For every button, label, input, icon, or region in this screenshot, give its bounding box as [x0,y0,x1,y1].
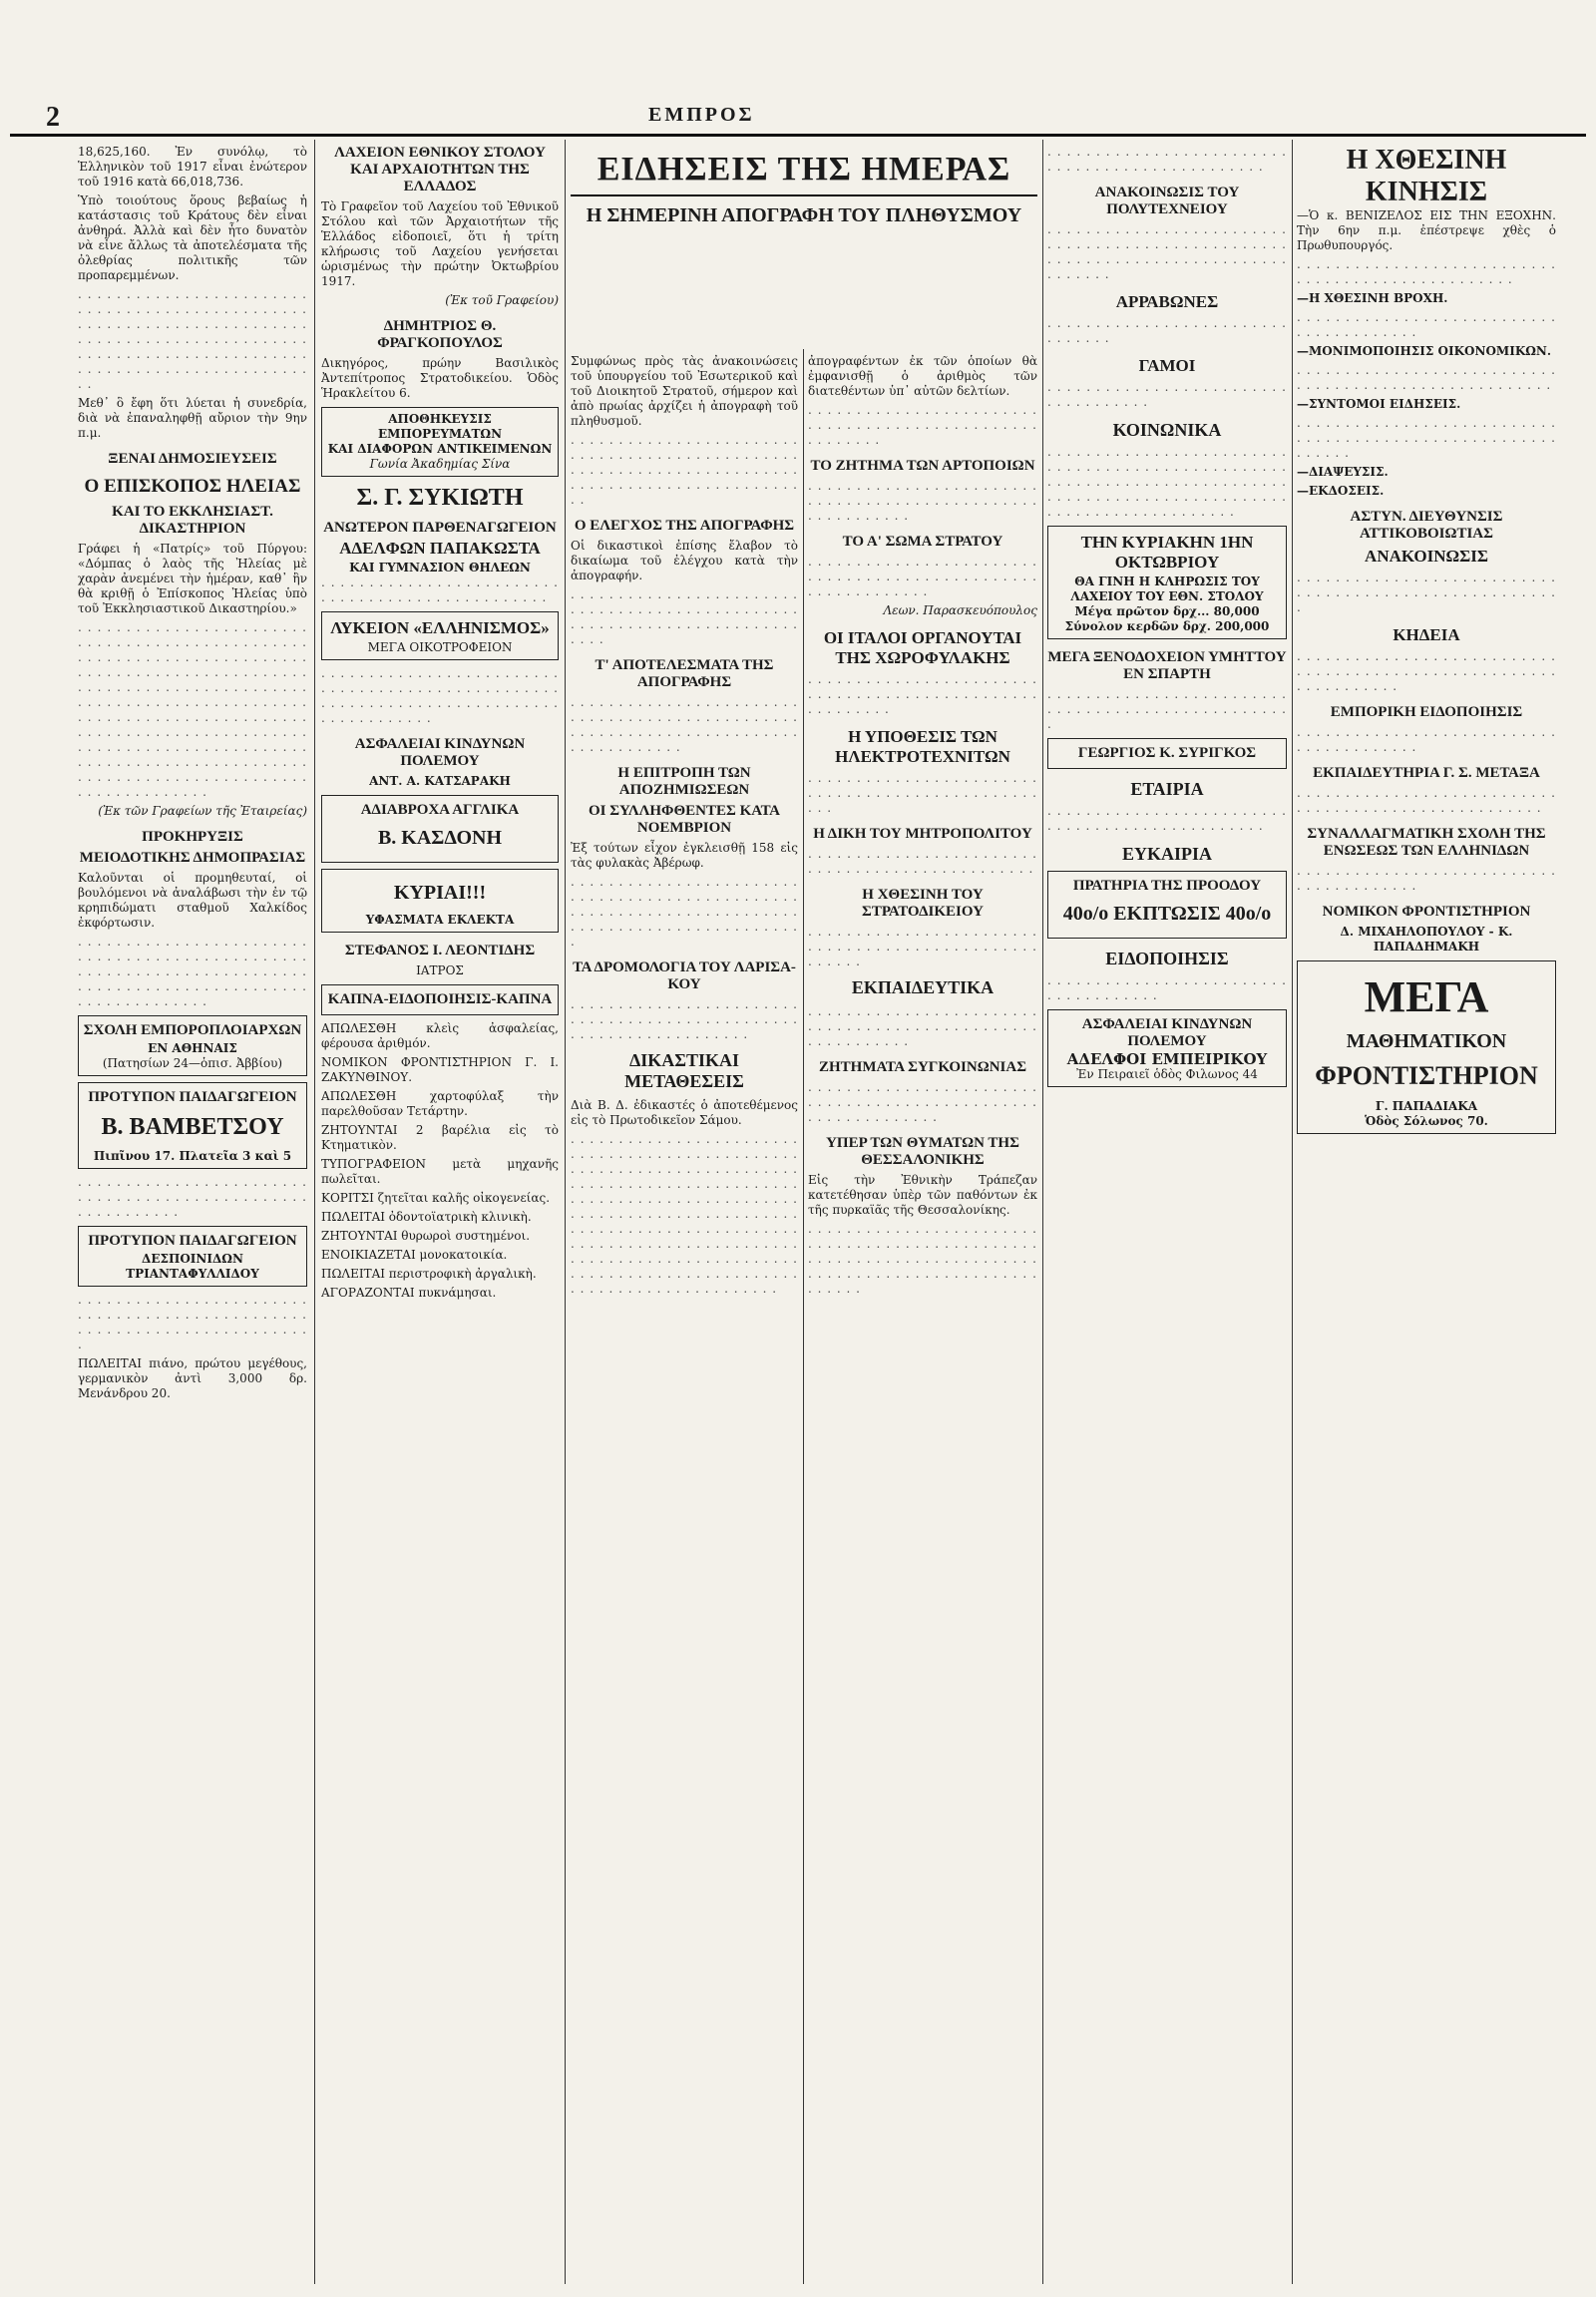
lead-headline: Η ΣΗΜΕΡΙΝΗ ΑΠΟΓΡΑΦΗ ΤΟΥ ΠΛΗΘΥΣΜΟΥ [586,204,1022,226]
ad-subtitle: ΜΑΘΗΜΑΤΙΚΟΝ [1346,1030,1507,1052]
classified-ad: ΑΠΩΛΕΣΘΗ χαρτοφύλαξ τὴν παρελθοῦσαν Τετάρτην. [321,1089,559,1118]
ad-subtitle: ΘΑ ΓΙΝΗ Η ΚΛΗΡΩΣΙΣ ΤΟΥ ΛΑΧΕΙΟΥ ΤΟΥ ΕΘΝ. ΣΤΟΛΟΥ [1070,574,1264,603]
article-subheadline: ΟΙ ΣΥΛΛΗΦΘΕΝΤΕΣ ΚΑΤΑ ΝΟΕΜΒΡΙΟΝ [589,803,780,836]
article-headline: Η ΥΠΟΘΕΣΙΣ ΤΩΝ ΗΛΕΚΤΡΟΤΕΧΝΙΤΩΝ [835,727,1010,766]
lottery-ad [1047,526,1287,639]
article-headline: ΕΚΠΑΙΔΕΥΤΙΚΑ [851,977,995,997]
discount-line: 40ο/ο ΕΚΠΤΩΣΙΣ 40ο/ο [1062,903,1272,925]
masthead: ΕΜΠΡΟΣ [648,104,755,126]
column-rule [1042,140,1043,2284]
ad-title: ΚΥΡΙΑΙ!!! [393,882,487,904]
column-5 [1297,145,1556,2289]
ad-box [1047,871,1287,939]
article-headline: ΕΚΠΑΙΔΕΥΤΗΡΙΑ Γ. Σ. ΜΕΤΑΞΑ [1313,765,1540,781]
filler-text: . . . . . . . . . . . . . . . . . . . . . . . . . . . . . . . . . . . . . . . . . . . . . . . . [1047,804,1287,833]
section-heading: ΕΙΔΟΠΟΙΗΣΙΣ [1105,949,1229,968]
article-headline: ΤΟ Α' ΣΩΜΑ ΣΤΡΑΤΟΥ [842,534,1003,550]
column-rule [314,140,315,2284]
filler-text: . . . . . . . . . . . . . . . . . . . . . . . . . . . . . . . . . . . . . . . . . . . . . . . . . . . . . . . . . . . . . . . . . . . . . . . . . . . . . . . . . . . . . . . [321,666,559,725]
ad-box [1047,1009,1287,1087]
ad-title: ΑΠΟΘΗΚΕΥΣΙΣ ΕΜΠΟΡΕΥΜΑΤΩΝ [377,412,503,441]
ad-title: ΜΕΓΑ [1364,972,1489,1021]
ad-name: ΦΡΟΝΤΙΣΤΗΡΙΟΝ [1315,1061,1538,1090]
news-banner-area [571,145,1037,344]
section-heading: ΕΤΑΙΡΙΑ [1130,779,1204,799]
column-1 [78,145,307,2289]
section-subheading: ΜΕΙΟΔΟΤΙΚΗΣ ΔΗΜΟΠΡΑΣΙΑΣ [79,850,306,866]
section-heading: ΑΡΡΑΒΩΝΕΣ [1115,292,1219,311]
ad-title: ΠΡΟΤΥΠΟΝ ΠΑΙΔΑΓΩΓΕΙΟΝ [88,1233,297,1249]
classified-ad: ΕΝΟΙΚΙΑΖΕΤΑΙ μονοκατοικία. [321,1248,508,1262]
ad-address: Ὁδὸς Σόλωνος 70. [1365,1114,1488,1128]
article-headline: ΑΣΤΥΝ. ΔΙΕΥΘΥΝΣΙΣ ΑΤΤΙΚΟΒΟΙΩΤΙΑΣ [1350,509,1503,542]
filler-text: . . . . . . . . . . . . . . . . . . . . . . . . . . . . . . . . [1047,316,1287,345]
article-body: Γράφει ἡ «Πατρίς» τοῦ Πύργου: «Δόμπας ὁ λαὸς τῆς Ἠλείας μὲ χαρὰν ἀνεμένει τὴν ἡμέραν, καθ᾽ ἣν θὰ κριθῇ ὁ Ἐπίσκοπος Ἠλείας ὑπὸ τοῦ Ἐκκλησιαστικοῦ Δικαστηρίου.» [78,542,307,615]
news-item: —Ὁ κ. ΒΕΝΙΖΕΛΟΣ ΕΙΣ ΤΗΝ ΕΞΟΧΗΝ. Τὴν 6ην π.μ. ἐπέστρεψε χθὲς ὁ Πρωθυπουργός. [1297,208,1556,252]
filler-text: . . . . . . . . . . . . . . . . . . . . . . . . . . . . . . . . . . . . . . . . . . . . . . . . . . . . . [1297,786,1556,815]
attribution: (Ἐκ τῶν Γραφείων τῆς Ἐταιρείας) [98,804,307,818]
filler-text: . . . . . . . . . . . . . . . . . . . . . . . . . . . . . . . . . . . . . . . . . . . . . . . . . . . . . . . . . . . [808,1004,1037,1048]
ad-subtitle: ΙΑΤΡΟΣ [416,963,464,977]
section-banner: ΕΙΔΗΣΕΙΣ ΤΗΣ ΗΜΕΡΑΣ [571,145,1037,196]
ad-box [78,1082,307,1169]
ad-subtitle: ΑΝΩΤΕΡΟΝ ΠΑΡΘΕΝΑΓΩΓΕΙΟΝ [323,520,557,536]
ad-subtitle: Δ. ΜΙΧΑΗΛΟΠΟΥΛΟΥ - Κ. ΠΑΠΑΔΗΜΑΚΗ [1340,925,1513,954]
filler-text: . . . . . . . . . . . . . . . . . . . . . . . . . . . . . . . . . . . . . . . . . . . . . . . . . . . . . . . . . . . . . . [808,1080,1037,1124]
ad-signature: (Ἐκ τοῦ Γραφείου) [445,293,559,307]
lead-paragraph: 18,625,160. Ἐν συνόλῳ, τὸ Ἑλληνικὸν τοῦ 1917 εἶναι ἐνώτερον τοῦ 1916 κατὰ 66,018,736. [78,145,307,189]
prize-line: Σύνολον κερδῶν δρχ. 200,000 [1064,619,1270,633]
article-subheadline: ΑΝΑΚΟΙΝΩΣΙΣ [1365,547,1488,566]
article-headline: ΑΝΑΚΟΙΝΩΣΙΣ ΤΟΥ ΠΟΛΥΤΕΧΝΕΙΟΥ [1094,185,1240,217]
classified-ad: ΖΗΤΟΥΝΤΑΙ 2 βαρέλια εἰς τὸ Κτηματικὸν. [321,1123,559,1152]
column-4 [1047,145,1287,2289]
classified-ad: ΖΗΤΟΥΝΤΑΙ θυρωροὶ συστημένοι. [321,1229,531,1243]
section-heading: ΓΑΜΟΙ [1138,356,1196,375]
ad-address: Γωνία Ἀκαδημίας Σίνα [369,457,511,471]
column-3b [808,354,1037,2289]
ad-title: ΑΣΦΑΛΕΙΑΙ ΚΙΝΔΥΝΩΝ ΠΟΛΕΜΟΥ [354,736,526,769]
article-body: Ἐξ τούτων εἶχον ἐγκλεισθῇ 158 εἰς τὰς φυλακὰς Ἀβέρωφ. [571,841,798,870]
filler-text: . . . . . . . . . . . . . . . . . . . . . . . . . . . . . . . . . . . . . . . . . . . . . . . . . . . . . . . . . . . . . . . . . . . . . . . . . . . . . . . . . . . . . . . . . . . . . . . . . . . . . . . . . . . . . . [78,935,307,1008]
filler-text: . . . . . . . . . . . . . . . . . . . . . . . . . . . . . . . . . . . . . . . . . . . . . . . . . . . [1047,687,1287,731]
filler-text: . . . . . . . . . . . . . . . . . . . . . . . . . . . . . . . . . . . . . . . . . . . . . . . . . . . . . . . . . . . . . . . . . . . . . . . . . . . . . . . . . . . . . . . . . . . . . . . . . [571,875,798,949]
ad-title: ΠΡΑΤΗΡΙΑ ΤΗΣ ΠΡΟΟΔΟΥ [1072,878,1262,894]
paragraph: Ὑπὸ τοιούτους ὅρους βεβαίως ἡ κατάστασις τοῦ Κράτους δὲν εἶναι ἀνθηρά. Ἀλλὰ καὶ δὲν ἦτο δυνατὸν νὰ εἶνε ἄλλως τὰ ἀποτελέσματα τῆς ὀλεθρίας πολιτικῆς τῶν προπαρεμμένων. [78,193,307,282]
filler-text: . . . . . . . . . . . . . . . . . . . . . . . . . . . . . . . . . . . . . . . . . . . . . . . . . . . . . . . . . . . . . . . . . . . . . . . . . . . . . . . . . . [1047,222,1287,281]
section-heading: ΞΕΝΑΙ ΔΗΜΟΣΙΕΥΣΕΙΣ [108,451,277,467]
classified-ad: ΑΠΩΛΕΣΘΗ κλεὶς ἀσφαλείας, φέρουσα ἀριθμόν. [321,1021,559,1050]
column-rule [565,140,566,2284]
ad-subtitle: ΚΑΙ ΓΥΜΝΑΣΙΟΝ ΘΗΛΕΩΝ [349,561,531,574]
ad-title: ΑΣΦΑΛΕΙΑΙ ΚΙΝΔΥΝΩΝ ΠΟΛΕΜΟΥ [1081,1016,1253,1049]
article-headline: ΤΟ ΖΗΤΗΜΑ ΤΩΝ ΑΡΤΟΠΟΙΩΝ [810,458,1035,474]
article-body: ἀπογραφέντων ἐκ τῶν ὁποίων θὰ ἐμφανισθῇ ὁ ἀριθμὸς τῶν διατεθέντων ὑπ᾽ αὐτῶν δελτίων. [808,354,1037,398]
news-item: —Η ΧΘΕΣΙΝΗ ΒΡΟΧΗ. [1297,291,1448,305]
classified-ad: ΠΩΛΕΙΤΑΙ περιστροφικὴ ἀργαλικὴ. [321,1267,537,1281]
article-headline: Η ΧΘΕΣΙΝΗ ΤΟΥ ΣΤΡΑΤΟΔΙΚΕΙΟΥ [862,887,984,920]
ad-subtitle: ΑΔΕΛΦΩΝ ΠΑΠΑΚΩΣΤΑ [339,539,541,558]
ad-box [1047,738,1287,769]
filler-text: . . . . . . . . . . . . . . . . . . . . . . . . . . . . . . . . . . . . . . . . . . . . . . . . . . . . . . . . . . . [808,479,1037,523]
prize-line: Μέγα πρῶτον δρχ... 80,000 [1074,604,1260,618]
ad-subtitle: ΜΕΓΑ ΟΙΚΟΤΡΟΦΕΙΟΝ [367,640,513,654]
filler-text: . . . . . . . . . . . . . . . . . . . . . . . . . . . . . . . . . . . . . . . . . . . . . . . . . . . . . . . . [808,403,1037,447]
filler-text: . . . . . . . . . . . . . . . . . . . . . . . . . . . . . . . . . . . . . [1047,973,1287,1002]
column-3a [571,354,798,2289]
article-headline: ΕΜΠΟΡΙΚΗ ΕΙΔΟΠΟΙΗΣΙΣ [1330,704,1523,720]
filler-text: . . . . . . . . . . . . . . . . . . . . . . . . . . . . . . . . . . . . . . . . . . . . . . . . . . . . . . . . . . . . . . . . . . . . . . . . . . . . . . . . . . . . . . . . . . . . . . . . . . . . . . . . . . . . . . . . . . . . . . . . [1047,445,1287,519]
article-headline: ΜΕΓΑ ΞΕΝΟΔΟΧΕΙΟΝ ΥΜΗΤΤΟΥ ΕΝ ΣΠΑΡΤΗ [1047,649,1287,682]
filler-text: . . . . . . . . . . . . . . . . . . . . . . . . . . . . . . . . . . . . . . . . . . . . . . . . . . . . . . . . . . . [78,1175,307,1219]
ad-name: ΑΔΕΛΦΟΙ ΕΜΠΕΙΡΙΚΟΥ [1066,1050,1268,1068]
filler-text: . . . . . . . . . . . . . . . . . . . . . . . . . . . . . . . . . . . . . . . . . . . . . . . . . . . . . . . . . . . . . . . . . . . . . . . . . . . . . . . . . . . . . . . . . . . . . . . . . . . . . . . . . . . . . . . . . . . . . . . . . . . . . . . . . . . . . . . . . . . . . . . . . . [78,287,307,391]
article-subheadline: ΚΑΙ ΤΟ ΕΚΚΛΗΣΙΑΣΤ. ΔΙΚΑΣΤΗΡΙΟΝ [112,504,273,537]
ad-subtitle: ΕΝ ΑΘΗΝΑΙΣ [148,1041,237,1055]
classified-ad: ΠΩΛΕΙΤΑΙ πιάνο, πρώτου μεγέθους, γερμανικὸν ἀντὶ 3,000 δρ. Μενάνδρου 20. [78,1356,307,1400]
ad-title: ΣΤΕΦΑΝΟΣ Ι. ΛΕΟΝΤΙΔΗΣ [344,943,536,958]
ad-name: ΑΝΤ. Α. ΚΑΤΣΑΡΑΚΗ [369,774,511,788]
filler-text: . . . . . . . . . . . . . . . . . . . . . . . . . . . . . . . . . . . . . . . . . . . . . . . . [808,847,1037,876]
classified-ad: ΤΥΠΟΓΡΑΦΕΙΟΝ μετὰ μηχανῆς πωλεῖται. [321,1157,559,1186]
column-rule [1292,140,1293,2284]
ad-title: ΛΥΚΕΙΟΝ «ΕΛΛΗΝΙΣΜΟΣ» [330,618,550,637]
section-heading: ΠΡΟΚΗΡΥΞΙΣ [142,829,243,845]
ad-title: ΤΗΝ ΚΥΡΙΑΚΗΝ 1ΗΝ ΟΚΤΩΒΡΙΟΥ [1080,533,1254,572]
filler-text: . . . . . . . . . . . . . . . . . . . . . . . . . . . . . . . . . . . . . . . . . . . . . . . . . . . . . . . . . . . . [1297,416,1556,460]
article-body: Καλοῦνται οἱ προμηθευταί, οἱ βουλόμενοι νὰ ἀναλάβωσι τὴν ἐν τῷ κρηπιδώματι σταθμοῦ Χαλκίδος ἐκφόρτωσιν. [78,871,307,930]
column-rule [803,349,804,2284]
ad-title: ΑΔΙΑΒΡΟΧΑ ΑΓΓΛΙΚΑ [360,802,520,818]
article-body: Οἱ δικαστικοὶ ἐπίσης ἔλαβον τὸ δικαίωμα τοῦ ἐλέγχου κατὰ τὴν ἀπογραφήν. [571,539,798,582]
article-headline: Ο ΕΠΙΣΚΟΠΟΣ ΗΛΕΙΑΣ [84,476,301,497]
filler-text: . . . . . . . . . . . . . . . . . . . . . . . . . . . . . . . . . . . . . . . . . . . . . . . . . . . . . . . . . . . . . . . . . . . . . . . . . [78,1293,307,1351]
page-number: 2 [46,102,60,133]
section-heading: ΚΟΙΝΩΝΙΚΑ [1112,420,1222,440]
article-body: Συμφώνως πρὸς τὰς ἀνακοινώσεις τοῦ ὑπουργείου τοῦ Ἐσωτερικοῦ καὶ τοῦ Διοικητοῦ Στρατοῦ, σήμερον καὶ ἀπὸ πρωίας ἀρχίζει ἡ ἀπογραφὴ τοῦ πληθυσμοῦ. [571,354,798,428]
page-header [10,102,1586,137]
ad-box [321,795,559,863]
paragraph: Μεθ᾽ ὃ ἔφη ὅτι λύεται ἡ συνεδρία, διὰ νὰ ἐπαναληφθῇ αὔριον τὴν 9ην π.μ. [78,396,307,440]
filler-text: . . . . . . . . . . . . . . . . . . . . . . . . . . . . . . . . . . . . . . . . . . . . . . . . . . . . . . . . . . . . . . . . . . . . . . . . . . . . . . . . . . . . . . . . . . . . . . . . . . . . . . . . . . . . . . . . . . . . . . . . . . . . . . . . . . . . . . . . . . . . . . . . . . . . . . . . . . . . . . . . . . . . . . . . . . . . . . . . . . . . . . . . . . . . . . . . . . . . . . . . . . . . . . . . . . . . . . . . . . . . . . . . . . . . . . . . . . . . . . . . . . . . . . . . . . . . . . . . . . . . . . . . . . . . . . . . . . . . . . [78,620,307,799]
filler-text: . . . . . . . . . . . . . . . . . . . . . . . . . . . . . . . . . . . . [1047,380,1287,409]
ad-subtitle: ΥΦΑΣΜΑΤΑ ΕΚΛΕΚΤΑ [365,913,515,927]
ad-subtitle: ΚΑΙ ΔΙΑΦΟΡΩΝ ΑΝΤΙΚΕΙΜΕΝΩΝ [327,442,553,456]
news-item: —ΣΥΝΤΟΜΟΙ ΕΙΔΗΣΕΙΣ. [1297,397,1461,411]
filler-text: . . . . . . . . . . . . . . . . . . . . . . . . . . . . . . . . . . . . . . . . . . . . . . . . . . . . . . . . . . . . . [808,555,1037,598]
ad-title: ΓΕΩΡΓΙΟΣ Κ. ΣΥΡΙΓΚΟΣ [1077,745,1257,761]
filler-text: . . . . . . . . . . . . . . . . . . . . . . . . . . . . . . . . . . . . . . . . . . . . . . . . . . . . . . [1297,363,1556,392]
filler-text: . . . . . . . . . . . . . . . . . . . . . . . . . . . . . . . . . . . . . . . . . . . . . . . . . . . . . . . . . . . . . . . . . [1297,649,1556,693]
ad-title: ΣΧΟΛΗ ΕΜΠΟΡΟΠΛΟΙΑΡΧΩΝ [83,1022,302,1038]
article-body: Διὰ Β. Δ. ἐδικαστές ὁ ἀποτεθέμενος εἰς τὸ Πρωτοδικεῖον Σάμου. [571,1098,798,1127]
ad-box [321,984,559,1015]
ad-title: ΠΡΟΤΥΠΟΝ ΠΑΙΔΑΓΩΓΕΙΟΝ [88,1089,297,1105]
article-headline: Τ' ΑΠΟΤΕΛΕΣΜΑΤΑ ΤΗΣ ΑΠΟΓΡΑΦΗΣ [595,657,774,690]
filler-text: . . . . . . . . . . . . . . . . . . . . . . . . . . . . . . . . . . . . . . . . . . . . . . . . . . . . . . . . . . . . . . . . . . . [571,997,798,1041]
article-headline: ΝΟΜΙΚΟΝ ΦΡΟΝΤΙΣΤΗΡΙΟΝ [1322,904,1531,920]
ad-name: Σ. Γ. ΣΥΚΙΩΤΗ [356,485,524,511]
ad-subtitle: ΔΕΣΠΟΙΝΙΔΩΝ ΤΡΙΑΝΤΑΦΥΛΛΙΔΟΥ [126,1252,259,1281]
classified-ad: ΠΩΛΕΙΤΑΙ ὀδοντοϊατρικὴ κλινικὴ. [321,1210,532,1224]
classified-ad: ΑΓΟΡΑΖΟΝΤΑΙ πυκνάμησαι. [321,1286,497,1300]
ad-box [78,1226,307,1287]
filler-text: . . . . . . . . . . . . . . . . . . . . . . . . . . . . . . . . . . . . . . . . . . . . . . . . . . . . . . . . . . . . . . . . . . . . . . . . . . . . [571,587,798,646]
classified-ad: ΚΟΡΙΤΣΙ ζητεῖται καλῆς οἰκογενείας. [321,1191,551,1205]
filler-text: . . . . . . . . . . . . . . . . . . . . . . . . . . . . . . . . . . . . . . . . . . . . . . . . [1047,145,1287,174]
ad-box [321,869,559,933]
article-headline: Ο ΕΛΕΓΧΟΣ ΤΗΣ ΑΠΟΓΡΑΦΗΣ [574,518,795,534]
filler-text: . . . . . . . . . . . . . . . . . . . . . . . . . . . . . . . . . . . . . . . . [1297,310,1556,339]
ad-address: Πιπῖνου 17. Πλατεῖα 3 καὶ 5 [93,1149,292,1163]
ad-name: Β. ΒΑΜΒΕΤΣΟΥ [101,1114,284,1140]
filler-text: . . . . . . . . . . . . . . . . . . . . . . . . . . . . . . . . . . . . . . . . . . . . . . . . . . . . . . . . . . . . . . . . . . . . . . . . . . . . . . . . . . . . . . . . . . . . . . . . . . . . . . [808,1222,1037,1296]
filler-text: . . . . . . . . . . . . . . . . . . . . . . . . . . . . . . . . . . . . . . . . . . . . . . . . . . [1297,257,1556,286]
article-headline: Η ΕΠΙΤΡΟΠΗ ΤΩΝ ΑΠΟΖΗΜΙΩΣΕΩΝ [617,765,751,798]
ad-box [321,611,559,660]
filler-text: . . . . . . . . . . . . . . . . . . . . . . . . . . . . . . . . . . . . . . . . . . . . . . . . . . . . . . . . . . . . . . . . . . . . . . . . . . . . . . . . . . . . [571,695,798,754]
ad-title: ΔΗΜΗΤΡΙΟΣ Θ. ΦΡΑΓΚΟΠΟΥΛΟΣ [377,318,503,351]
article-headline: ΟΙ ΙΤΑΛΟΙ ΟΡΓΑΝΟΥΤΑΙ ΤΗΣ ΧΩΡΟΦΥΛΑΚΗΣ [823,628,1022,667]
ad-subtitle: Γ. ΠΑΠΑΔΙΑΚΑ [1375,1099,1478,1113]
news-item: —ΜΟΝΙΜΟΠΟΙΗΣΙΣ ΟΙΚΟΝΟΜΙΚΩΝ. [1297,344,1552,358]
ad-box [1297,960,1556,1134]
article-headline: ΖΗΤΗΜΑΤΑ ΣΥΓΚΟΙΝΩΝΙΑΣ [818,1059,1027,1075]
section-banner: Η ΧΘΕΣΙΝΗ ΚΙΝΗΣΙΣ [1346,145,1507,207]
news-item: —ΔΙΑΨΕΥΣΙΣ. [1297,465,1389,479]
ad-name: Β. ΚΑΣΔΟΝΗ [377,827,503,849]
ad-box [321,407,559,477]
classified-ad: ΝΟΜΙΚΟΝ ΦΡΟΝΤΙΣΤΗΡΙΟΝ Γ. Ι. ΖΑΚΥΝΘΙΝΟΥ. [321,1055,559,1084]
ad-title: ΛΑΧΕΙΟΝ ΕΘΝΙΚΟΥ ΣΤΟΛΟΥ ΚΑΙ ΑΡΧΑΙΟΤΗΤΩΝ ΤΗΣ ΕΛΛΑΔΟΣ [334,145,546,194]
filler-text: . . . . . . . . . . . . . . . . . . . . . . . . . . . . . . . . . . . . . . . . [1297,864,1556,893]
article-headline: ΔΙΚΑΣΤΙΚΑΙ ΜΕΤΑΘΕΣΕΙΣ [624,1050,744,1091]
filler-text: . . . . . . . . . . . . . . . . . . . . . . . . . . . . . . . . . . . . . . . . . . . . . . . . . . . . . . . . . . . . . . . . . . . . . . . . . . . . . . . . . . . . . . . . . . . . . . . . . . . . . . . . . . . . . . . . . . . . . . . . . . . . . . . . . . . . . . . . . . . . . . . . . . . . . . . . . . . . . . . . . . . . . . . . . . . . . . . . . . . . . . . . . . . . . . . . . . . . . . . . . . . . . . . . . . . . . . . . . . . . . . . . . . . . . . . . . . . . . . . . . . . . . . . . . . . . . . . . . . . . . . [571,1132,798,1296]
article-signature: Λεων. Παρασκευόπουλος [883,603,1037,617]
filler-text: . . . . . . . . . . . . . . . . . . . . . . . . . . . . . . . . . . . . . . . . . . . . . . . . . [321,575,559,604]
ad-body: Τὸ Γραφεῖον τοῦ Λαχείου τοῦ Ἐθνικοῦ Στόλου καὶ τῶν Ἀρχαιοτήτων τῆς Ἑλλάδος εἰδοποιεῖ, ὅτι ἡ τρίτη κλήρωσις τοῦ Λαχείου γενήσεται ὡρισμένως τὴν πρώτην Ὀκτωβρίου 1917. [321,199,559,288]
filler-text: . . . . . . . . . . . . . . . . . . . . . . . . . . . . . . . . . . . . . . . . . . . . . . . . . . . . . . . . . . . . . . . . . . . . . . . . . . . . . . . . . . . . . . . . . . . . . . . . . . [571,433,798,507]
article-headline: Η ΔΙΚΗ ΤΟΥ ΜΗΤΡΟΠΟΛΙΤΟΥ [813,826,1032,842]
ad-box [78,1015,307,1076]
ad-address: (Πατησίων 24—ὁπισ. Ἀββίου) [102,1056,283,1070]
article-headline: ΥΠΕΡ ΤΩΝ ΘΥΜΑΤΩΝ ΤΗΣ ΘΕΣΣΑΛΟΝΙΚΗΣ [826,1135,1019,1168]
article-headline: ΤΑ ΔΡΟΜΟΛΟΓΙΑ ΤΟΥ ΛΑΡΙΣΑ-ΚΟΥ [573,959,796,992]
ad-address: Ἐν Πειραιεῖ ὁδὸς Φιλωνος 44 [1076,1067,1258,1081]
filler-text: . . . . . . . . . . . . . . . . . . . . . . . . . . . . . . . . . . . . . . . . . . . . . . . . . . . . . . . . . [808,672,1037,716]
filler-text: . . . . . . . . . . . . . . . . . . . . . . . . . . . . . . . . . . . . . . . . . . . . . . . . . . . . . . [808,925,1037,968]
filler-text: . . . . . . . . . . . . . . . . . . . . . . . . . . . . . . . . . . . . . . . . . . . . . . . . . . . . . . . [1297,571,1556,614]
news-item: —ΕΚΔΟΣΕΙΣ. [1297,484,1385,498]
ad-body: Δικηγόρος, πρώην Βασιλικὸς Ἀντεπίτροπος Στρατοδικείου. Ὁδὸς Ἡρακλείτου 6. [321,356,559,400]
section-heading: ΚΗΔΕΙΑ [1393,625,1460,644]
filler-text: . . . . . . . . . . . . . . . . . . . . . . . . . . . . . . . . . . . . . . . . . . . . . . . . . . . [808,771,1037,815]
filler-text: . . . . . . . . . . . . . . . . . . . . . . . . . . . . . . . . . . . . . . . . [1297,725,1556,754]
ad-title: ΚΑΠΝΑ-ΕΙΔΟΠΟΙΗΣΙΣ-ΚΑΠΝΑ [327,991,553,1007]
article-body: Εἰς τὴν Ἐθνικὴν Τράπεζαν κατετέθησαν ὑπὲρ τῶν παθόντων ἐκ τῆς πυρκαϊᾶς τῆς Θεσσαλονίκης. [808,1173,1037,1217]
column-2 [321,145,559,2289]
article-headline: ΣΥΝΑΛΛΑΓΜΑΤΙΚΗ ΣΧΟΛΗ ΤΗΣ ΕΝΩΣΕΩΣ ΤΩΝ ΕΛΛΗΝΙΔΩΝ [1307,826,1546,859]
section-heading: ΕΥΚΑΙΡΙΑ [1121,844,1212,864]
